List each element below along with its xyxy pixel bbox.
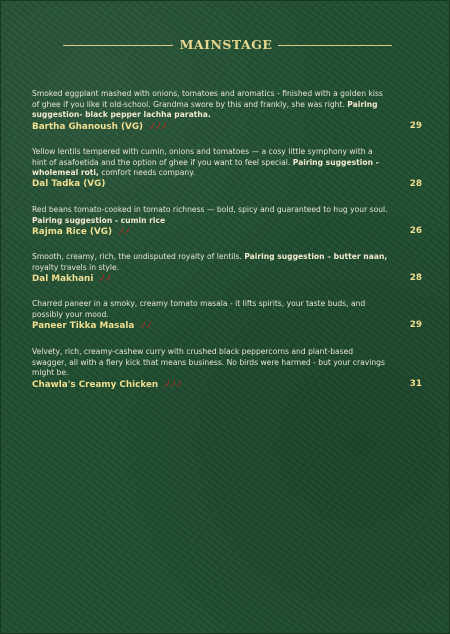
item-price: 26 <box>409 226 422 236</box>
section-header <box>1 37 450 55</box>
item-description: Smoked eggplant mashed with onions, tomatoes and aromatics - finished with a golden kiss of ghee if you like it old-school. Grandma swore by this and frankly, she was right. Pairing suggestion- black pepper lachha paratha. <box>32 89 383 119</box>
menu-item <box>32 205 422 239</box>
chili-mark <box>164 380 169 387</box>
item-price: 29 <box>409 120 422 131</box>
item-price: 28 <box>409 178 422 189</box>
chili-icon <box>148 121 168 133</box>
menu-item <box>32 89 422 134</box>
chili-mark <box>170 380 175 387</box>
item-price: 31 <box>409 378 422 389</box>
chili-mark <box>140 321 145 328</box>
item-name: Paneer Tikka Masala <box>32 320 153 332</box>
chili-mark <box>105 274 110 281</box>
chili-mark <box>149 122 154 129</box>
chili-icon <box>98 273 112 285</box>
item-description: Smooth, creamy, rich, the undisputed royalty of lentils. Pairing suggestion – butter naan, royalty travels in style. <box>32 252 388 272</box>
item-name: Dal Tadka (VG) <box>32 178 106 189</box>
chili-icon <box>139 320 153 332</box>
menu-item <box>32 299 422 333</box>
header-rule-left <box>63 45 173 46</box>
item-description: Red beans tomato-cooked in tomato richness — bold, spicy and guaranteed to hug your soul. Pairing suggestion - cumin rice <box>32 205 388 225</box>
item-description: Velvety, rich, creamy-cashew curry with crushed black peppercorns and plant-based swagger, all with a fiery kick that means business. No birds were harmed - but your cravings might be. <box>32 347 385 377</box>
chili-mark <box>99 274 104 281</box>
chili-icon <box>117 226 131 238</box>
item-name: Rajma Rice (VG) <box>32 226 131 238</box>
item-price: 29 <box>409 320 422 330</box>
chili-mark <box>161 122 166 129</box>
chili-mark <box>155 122 160 129</box>
chili-mark <box>146 321 151 328</box>
item-name: Dal Makhani <box>32 273 112 285</box>
section-title: MAINSTAGE <box>179 37 273 52</box>
menu-item <box>32 347 422 392</box>
menu-item <box>32 252 422 286</box>
item-name: Bartha Ghanoush (VG) <box>32 121 168 133</box>
item-description: Yellow lentils tempered with cumin, onions and tomatoes — a cosy little symphony with a hint of asafoetida and the option of ghee if you want to feel special. Pairing suggestion - wholemeal roti, comfort needs company. <box>32 147 379 177</box>
chili-icon <box>163 379 183 391</box>
item-price: 28 <box>409 273 422 283</box>
menu-item <box>32 147 422 192</box>
chili-mark <box>118 227 123 234</box>
item-description: Charred paneer in a smoky, creamy tomato masala - it lifts spirits, your taste buds, and possibly your mood. <box>32 299 366 319</box>
header-rule-right <box>278 45 392 46</box>
item-name: Chawla's Creamy Chicken <box>32 379 183 391</box>
chili-mark <box>124 227 129 234</box>
chili-mark <box>176 380 181 387</box>
